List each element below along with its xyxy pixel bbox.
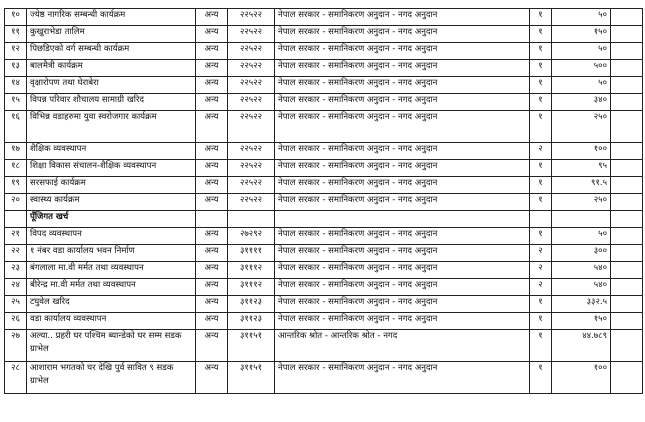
row-program-title: आशाराम भगतको घर देखि पुर्व सावित ९ सडक ग्राभेल — [27, 362, 196, 394]
row-expense-code: २२५२२ — [228, 143, 275, 160]
row-expense-code: ३११५१ — [228, 362, 275, 394]
table-row — [5, 245, 643, 262]
row-empty-cell — [611, 245, 643, 262]
row-amount: ३४० — [552, 94, 611, 111]
row-amount: १०० — [552, 362, 611, 394]
table-row — [5, 228, 643, 245]
row-empty-cell — [611, 194, 643, 211]
row-quantity: २ — [530, 245, 552, 262]
row-category: अन्य — [196, 362, 228, 394]
row-funding-source: नेपाल सरकार - समानिकरण अनुदान - नगद अनुदान — [275, 77, 530, 94]
row-amount: ९५ — [552, 160, 611, 177]
row-serial-number: २२ — [5, 245, 27, 262]
row-serial-number: १७ — [5, 143, 27, 160]
row-serial-number: २१ — [5, 228, 27, 245]
row-funding-source: आन्तरिक श्रोत - आन्तरिक श्रोत - नगद — [275, 330, 530, 362]
row-quantity: १ — [530, 296, 552, 313]
row-amount: २५० — [552, 194, 611, 211]
row-serial-number: १३ — [5, 60, 27, 77]
row-empty-cell — [611, 279, 643, 296]
row-category: अन्य — [196, 9, 228, 26]
row-program-title: ज्येष्ठ नागरिक सम्बन्धी कार्यक्रम — [27, 9, 196, 26]
row-category: अन्य — [196, 77, 228, 94]
row-category: अन्य — [196, 160, 228, 177]
table-row — [5, 94, 643, 111]
row-empty-cell — [611, 77, 643, 94]
row-funding-source: नेपाल सरकार - समानिकरण अनुदान - नगद अनुदान — [275, 26, 530, 43]
row-empty-cell — [611, 9, 643, 26]
row-category — [196, 211, 228, 228]
row-amount — [552, 211, 611, 228]
row-expense-code: २७२९२ — [228, 228, 275, 245]
row-serial-number: २७ — [5, 330, 27, 362]
row-expense-code: २२५२२ — [228, 160, 275, 177]
row-quantity: १ — [530, 43, 552, 60]
row-empty-cell — [611, 160, 643, 177]
row-program-title: बालमैत्री कार्यक्रम — [27, 60, 196, 77]
row-program-title: पूँजिगत खर्च — [27, 211, 196, 228]
row-amount: ५४० — [552, 279, 611, 296]
row-quantity: १ — [530, 194, 552, 211]
row-amount: ५० — [552, 228, 611, 245]
budget-table-body — [5, 9, 643, 394]
row-amount: ३३२.५ — [552, 296, 611, 313]
row-expense-code: ३११२३ — [228, 296, 275, 313]
row-program-title: अल्या.. प्रहरी घर पश्चिम ब्यान्डेको घर सम्म सडक ग्राभेल — [27, 330, 196, 362]
table-row — [5, 330, 643, 362]
row-empty-cell — [611, 60, 643, 77]
row-amount: १५० — [552, 26, 611, 43]
row-category: अन्य — [196, 245, 228, 262]
row-program-title: वृक्षारोपण तथा घेराबेरा — [27, 77, 196, 94]
row-expense-code: २२५२२ — [228, 26, 275, 43]
row-program-title: विपन्न परिवार शौचालय सामाग्री खरिद — [27, 94, 196, 111]
row-amount: ५० — [552, 9, 611, 26]
row-category: अन्य — [196, 194, 228, 211]
row-funding-source: नेपाल सरकार - समानिकरण अनुदान - नगद अनुदान — [275, 296, 530, 313]
row-serial-number: १० — [5, 9, 27, 26]
row-amount: २५० — [552, 111, 611, 143]
table-row — [5, 313, 643, 330]
row-expense-code: ३११२३ — [228, 313, 275, 330]
row-program-title: कुखुराभेडा तालिम — [27, 26, 196, 43]
table-row — [5, 160, 643, 177]
row-expense-code: २२५२२ — [228, 94, 275, 111]
row-expense-code: ३१११२ — [228, 279, 275, 296]
row-funding-source: नेपाल सरकार - समानिकरण अनुदान - नगद अनुदान — [275, 279, 530, 296]
row-serial-number: १९ — [5, 177, 27, 194]
row-quantity: १ — [530, 77, 552, 94]
table-row — [5, 177, 643, 194]
row-quantity: १ — [530, 362, 552, 394]
row-category: अन्य — [196, 228, 228, 245]
row-amount: १५० — [552, 313, 611, 330]
row-program-title: बंगलाला मा.वी मर्मत तथा व्यवस्थापन — [27, 262, 196, 279]
row-quantity: १ — [530, 60, 552, 77]
table-row — [5, 111, 643, 143]
row-empty-cell — [611, 211, 643, 228]
row-quantity: २ — [530, 262, 552, 279]
row-serial-number: १८ — [5, 160, 27, 177]
row-category: अन्य — [196, 60, 228, 77]
row-category: अन्य — [196, 296, 228, 313]
row-quantity: १ — [530, 313, 552, 330]
row-amount: ३०० — [552, 245, 611, 262]
row-serial-number: ११ — [5, 26, 27, 43]
row-expense-code: ३१११२ — [228, 262, 275, 279]
row-funding-source: नेपाल सरकार - समानिकरण अनुदान - नगद अनुदान — [275, 111, 530, 143]
row-amount: ५० — [552, 77, 611, 94]
row-funding-source — [275, 211, 530, 228]
row-expense-code: २२५२२ — [228, 177, 275, 194]
row-program-title: विपद व्यवस्थापन — [27, 228, 196, 245]
row-amount: ९१.५ — [552, 177, 611, 194]
row-funding-source: नेपाल सरकार - समानिकरण अनुदान - नगद अनुदान — [275, 245, 530, 262]
row-funding-source: नेपाल सरकार - समानिकरण अनुदान - नगद अनुदान — [275, 160, 530, 177]
row-amount: ५४० — [552, 262, 611, 279]
row-expense-code: २२५२२ — [228, 60, 275, 77]
row-program-title: विभिन्न वडाहरुमा युवा स्वरोजगार कार्यक्रम — [27, 111, 196, 143]
row-empty-cell — [611, 26, 643, 43]
table-row — [5, 279, 643, 296]
row-funding-source: नेपाल सरकार - समानिकरण अनुदान - नगद अनुदान — [275, 143, 530, 160]
row-empty-cell — [611, 362, 643, 394]
row-empty-cell — [611, 143, 643, 160]
table-row — [5, 262, 643, 279]
row-category: अन्य — [196, 94, 228, 111]
row-expense-code: २२५२२ — [228, 111, 275, 143]
row-program-title: वडा कार्यालय व्यवस्थापन — [27, 313, 196, 330]
row-funding-source: नेपाल सरकार - समानिकरण अनुदान - नगद अनुदान — [275, 43, 530, 60]
row-empty-cell — [611, 262, 643, 279]
row-category: अन्य — [196, 279, 228, 296]
row-category: अन्य — [196, 43, 228, 60]
table-row — [5, 296, 643, 313]
row-serial-number: २५ — [5, 296, 27, 313]
row-category: अन्य — [196, 111, 228, 143]
table-row — [5, 43, 643, 60]
row-category: अन्य — [196, 313, 228, 330]
row-program-title: स्वास्थ्य कार्यक्रम — [27, 194, 196, 211]
row-expense-code: ३११११ — [228, 245, 275, 262]
row-category: अन्य — [196, 143, 228, 160]
section-header-row — [5, 211, 643, 228]
row-funding-source: नेपाल सरकार - समानिकरण अनुदान - नगद अनुदान — [275, 362, 530, 394]
row-empty-cell — [611, 330, 643, 362]
row-program-title: शैक्षिक व्यवस्थापन — [27, 143, 196, 160]
row-serial-number — [5, 211, 27, 228]
row-empty-cell — [611, 111, 643, 143]
row-serial-number: २३ — [5, 262, 27, 279]
row-quantity: १ — [530, 177, 552, 194]
row-funding-source: नेपाल सरकार - समानिकरण अनुदान - नगद अनुदान — [275, 177, 530, 194]
row-expense-code: २२५२२ — [228, 9, 275, 26]
table-row — [5, 143, 643, 160]
row-funding-source: नेपाल सरकार - समानिकरण अनुदान - नगद अनुदान — [275, 262, 530, 279]
row-expense-code — [228, 211, 275, 228]
table-row — [5, 77, 643, 94]
row-expense-code: ३११५१ — [228, 330, 275, 362]
row-quantity: २ — [530, 279, 552, 296]
row-serial-number: २० — [5, 194, 27, 211]
row-amount: ४४.७८९ — [552, 330, 611, 362]
budget-table — [4, 8, 643, 394]
row-quantity: १ — [530, 111, 552, 143]
row-serial-number: २४ — [5, 279, 27, 296]
row-category: अन्य — [196, 330, 228, 362]
table-row — [5, 26, 643, 43]
row-program-title: टघुवेल खरिद — [27, 296, 196, 313]
row-empty-cell — [611, 296, 643, 313]
table-row — [5, 60, 643, 77]
row-quantity: १ — [530, 26, 552, 43]
row-funding-source: नेपाल सरकार - समानिकरण अनुदान - नगद अनुदान — [275, 94, 530, 111]
row-category: अन्य — [196, 262, 228, 279]
row-serial-number: २८ — [5, 362, 27, 394]
row-quantity: १ — [530, 9, 552, 26]
row-expense-code: २२५२२ — [228, 43, 275, 60]
row-empty-cell — [611, 94, 643, 111]
row-quantity: १ — [530, 228, 552, 245]
row-funding-source: नेपाल सरकार - समानिकरण अनुदान - नगद अनुदान — [275, 9, 530, 26]
row-empty-cell — [611, 313, 643, 330]
table-row — [5, 194, 643, 211]
row-expense-code: २२५२२ — [228, 194, 275, 211]
row-quantity — [530, 211, 552, 228]
row-empty-cell — [611, 228, 643, 245]
row-program-title: शिक्षा विकास संचालन-शैक्षिक व्यवस्थापन — [27, 160, 196, 177]
row-quantity: १ — [530, 94, 552, 111]
row-funding-source: नेपाल सरकार - समानिकरण अनुदान - नगद अनुदान — [275, 228, 530, 245]
row-program-title: १ नंबर वडा कार्यालय भवन निर्माण — [27, 245, 196, 262]
row-serial-number: २६ — [5, 313, 27, 330]
row-expense-code: २२५२२ — [228, 77, 275, 94]
row-serial-number: १६ — [5, 111, 27, 143]
row-funding-source: नेपाल सरकार - समानिकरण अनुदान - नगद अनुदान — [275, 194, 530, 211]
row-empty-cell — [611, 43, 643, 60]
row-quantity: २ — [530, 143, 552, 160]
row-quantity: १ — [530, 330, 552, 362]
row-serial-number: १५ — [5, 94, 27, 111]
table-row — [5, 9, 643, 26]
row-amount: १०० — [552, 143, 611, 160]
row-program-title: बीरेन्द्र मा.वी मर्मत तथा व्यवस्थापन — [27, 279, 196, 296]
row-amount: ५०० — [552, 60, 611, 77]
row-serial-number: १४ — [5, 77, 27, 94]
row-serial-number: १२ — [5, 43, 27, 60]
row-category: अन्य — [196, 177, 228, 194]
row-program-title: पिछडिएको वर्ग सम्बन्धी कार्यक्रम — [27, 43, 196, 60]
row-category: अन्य — [196, 26, 228, 43]
row-amount: ५० — [552, 43, 611, 60]
row-quantity: १ — [530, 160, 552, 177]
row-empty-cell — [611, 177, 643, 194]
row-program-title: सरसफाई कार्यक्रम — [27, 177, 196, 194]
row-funding-source: नेपाल सरकार - समानिकरण अनुदान - नगद अनुदान — [275, 60, 530, 77]
table-row — [5, 362, 643, 394]
row-funding-source: नेपाल सरकार - समानिकरण अनुदान - नगद अनुदान — [275, 313, 530, 330]
